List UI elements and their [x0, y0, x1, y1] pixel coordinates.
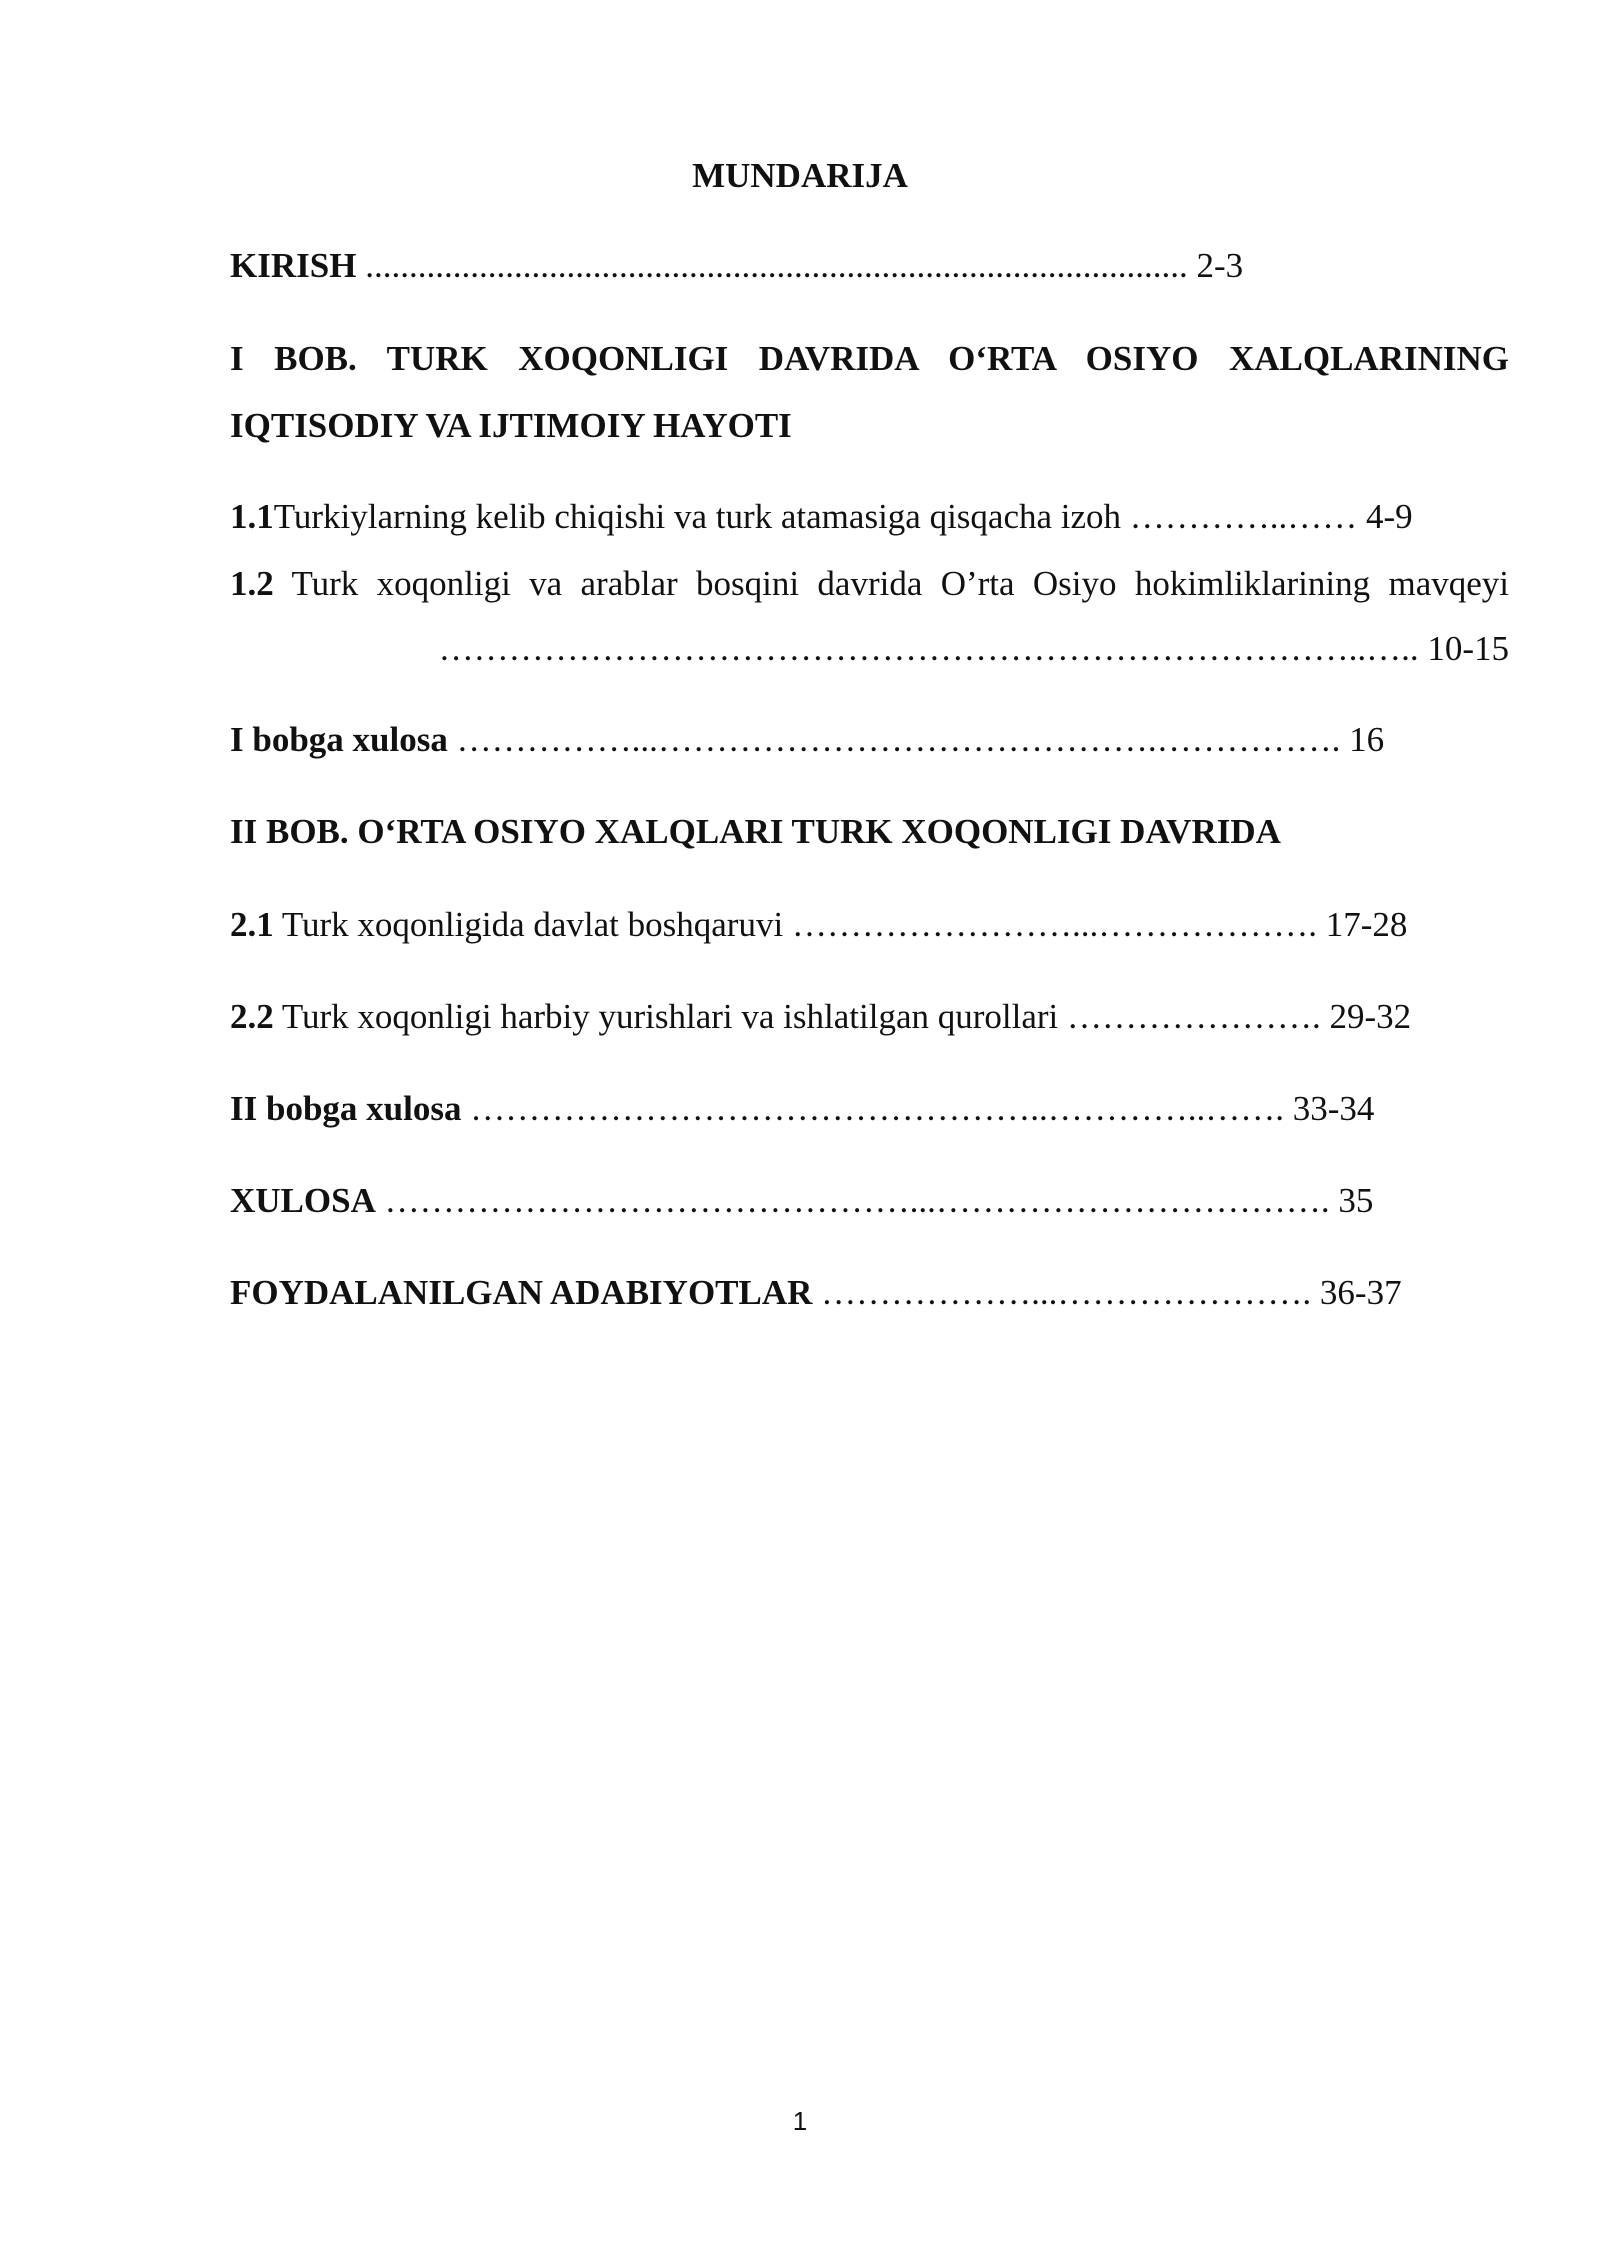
toc-pages: 36-37: [1311, 1273, 1402, 1312]
toc-text: Turk xoqonligida davlat boshqaruvi: [273, 905, 792, 944]
toc-label: KIRISH: [230, 246, 357, 285]
toc-number: 2.1: [230, 905, 274, 944]
toc-leader: ……………...…………………………………….…………….: [447, 720, 1341, 759]
toc-leader: ……………………………………………………………………..…..: [438, 629, 1419, 668]
toc-text: Turkiylarning kelib chiqishi va turk atamasiga qisqacha izoh: [273, 497, 1130, 536]
toc-pages: 33-34: [1283, 1089, 1375, 1128]
toc-pages: 35: [1329, 1181, 1374, 1220]
toc-kirish[interactable]: [230, 244, 1509, 288]
toc-chapter1-conclusion[interactable]: [230, 718, 1509, 762]
toc-section-2-1[interactable]: [230, 903, 1509, 947]
toc-chapter2-conclusion[interactable]: [230, 1087, 1509, 1131]
page-number: 1: [792, 2106, 808, 2136]
toc-text: Turk xoqonligi harbiy yurishlari va ishlatilgan qurollari: [273, 997, 1068, 1036]
toc-section-1-2[interactable]: [230, 562, 1509, 606]
page-title: MUNDARIJA: [692, 156, 908, 195]
toc-leader: ………………...………………….: [812, 1273, 1312, 1312]
toc-leader: ………………………………………...…………………………….: [375, 1181, 1330, 1220]
toc-pages: 10-15: [1418, 629, 1509, 668]
toc-pages: 4-9: [1357, 497, 1413, 536]
toc-section-1-1[interactable]: [230, 495, 1509, 539]
toc-label: II bobga xulosa: [230, 1089, 462, 1128]
toc-text: Turk xoqonligi va arablar bosqini davrida O’rta Osiyo hokimliklarining mavqeyi: [273, 564, 1509, 603]
toc-xulosa[interactable]: [230, 1179, 1509, 1223]
toc-number: 1.1: [230, 497, 274, 536]
toc-chapter1-line2[interactable]: IQTISODIY VA IJTIMOIY HAYOTI: [230, 406, 792, 445]
toc-number: 2.2: [230, 997, 274, 1036]
toc-section-2-2[interactable]: [230, 995, 1509, 1039]
toc-pages: 17-28: [1316, 905, 1408, 944]
toc-chapter2[interactable]: II BOB. O‘RTA OSIYO XALQLARI TURK XOQONLIGI DAVRIDA: [230, 812, 1281, 851]
toc-leader: …………..……: [1129, 497, 1358, 536]
toc-leader: ..............................................................................................: [356, 246, 1188, 285]
toc-number: 1.2: [230, 564, 274, 603]
toc-label: I bobga xulosa: [230, 720, 448, 759]
toc-pages: 16: [1340, 720, 1385, 759]
toc-leader: ………………….: [1067, 997, 1321, 1036]
toc-chapter1-line1[interactable]: I BOB. TURK XOQONLIGI DAVRIDA O‘RTA OSIYO XALQLARINING: [230, 339, 1509, 378]
toc-adabiyotlar[interactable]: [230, 1271, 1509, 1315]
toc-label: FOYDALANILGAN ADABIYOTLAR: [230, 1273, 813, 1312]
toc-leader: …………………………………………..…………..…….: [461, 1089, 1284, 1128]
toc-section-1-2-leader[interactable]: [230, 627, 1509, 671]
toc-pages: 29-32: [1320, 997, 1412, 1036]
toc-pages: 2-3: [1187, 246, 1244, 285]
toc-leader: ……………………...……………….: [791, 905, 1317, 944]
toc-label: XULOSA: [230, 1181, 376, 1220]
